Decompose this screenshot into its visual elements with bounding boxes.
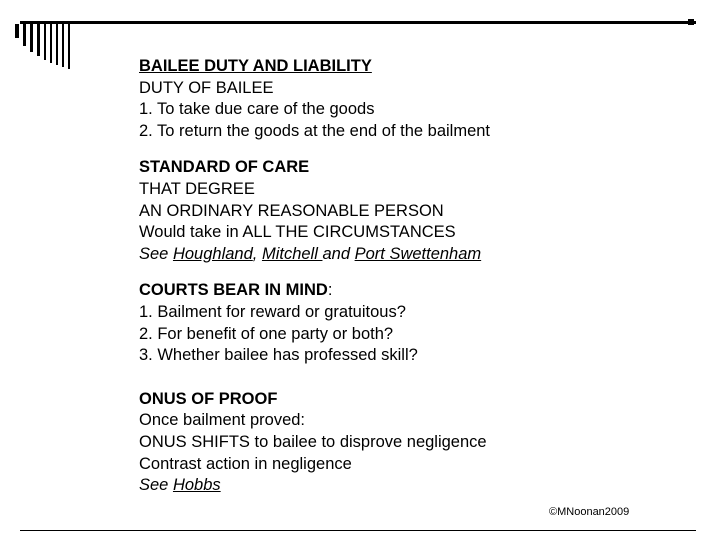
top-rule (20, 21, 696, 24)
case-houghland[interactable]: Houghland (172, 244, 253, 263)
section-line: 2. To return the goods at the end of the bailment (139, 121, 491, 140)
case-mitchell[interactable]: Mitchell (261, 244, 323, 263)
section-title-suffix: : (327, 281, 333, 300)
section-line: THAT DEGREE (139, 179, 255, 198)
section-line: 3. Whether bailee has professed skill? (139, 346, 418, 365)
case-references (139, 244, 699, 266)
section-title-row (139, 280, 699, 302)
copyright-notice: ©MNoonan2009 (549, 506, 630, 518)
case-separator: and (322, 244, 355, 263)
section-line: 1. To take due care of the goods (139, 100, 375, 119)
section-title: ONUS OF PROOF (139, 389, 278, 408)
section-title: COURTS BEAR IN MIND (139, 281, 328, 300)
case-port-swettenham[interactable]: Port Swettenham (354, 244, 482, 263)
section-line: 1. Bailment for reward or gratuitous? (139, 302, 406, 321)
section-bailee-duty (139, 56, 699, 142)
case-references (139, 475, 699, 497)
decorative-bar (37, 24, 40, 56)
decorative-bar (56, 24, 58, 65)
decorative-bar (23, 24, 26, 46)
section-onus-of-proof (139, 389, 699, 497)
top-right-marker (688, 19, 694, 25)
see-prefix: See (139, 244, 173, 263)
section-standard-of-care (139, 157, 699, 265)
case-hobbs[interactable]: Hobbs (172, 476, 221, 495)
decorative-bar (50, 24, 52, 63)
section-line: Would take in ALL THE CIRCUMSTANCES (139, 223, 456, 242)
see-prefix: See (139, 476, 173, 495)
section-title: STANDARD OF CARE (139, 158, 310, 177)
section-title: BAILEE DUTY AND LIABILITY (139, 57, 372, 75)
decorative-bar (62, 24, 64, 67)
decorative-bar (15, 24, 19, 38)
section-line: DUTY OF BAILEE (139, 78, 274, 97)
section-courts-bear-in-mind (139, 280, 699, 366)
section-line: 2. For benefit of one party or both? (139, 324, 394, 343)
section-line: Contrast action in negligence (139, 454, 352, 473)
section-line: AN ORDINARY REASONABLE PERSON (139, 201, 444, 220)
slide-content (139, 56, 699, 512)
decorative-bar (68, 24, 70, 69)
case-separator: , (252, 244, 262, 263)
bottom-rule (20, 530, 696, 531)
decorative-bar (44, 24, 46, 60)
section-line: ONUS SHIFTS to bailee to disprove negligence (139, 432, 487, 451)
section-line: Once bailment proved: (139, 411, 306, 430)
decorative-bar (30, 24, 33, 52)
